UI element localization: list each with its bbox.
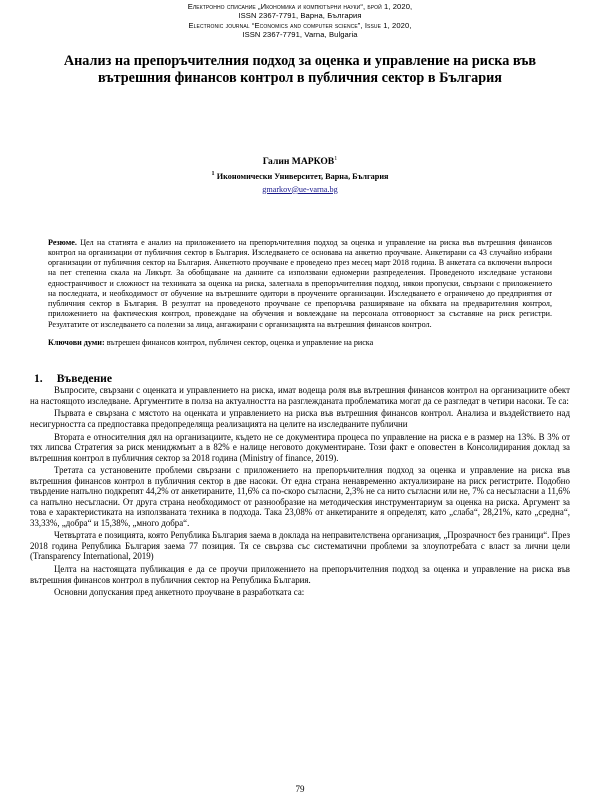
section-number: 1. <box>34 372 43 386</box>
section-heading <box>30 372 570 385</box>
section-title: Въведение <box>56 372 112 386</box>
author-block <box>30 153 570 196</box>
page-number: 79 <box>295 784 305 794</box>
body-paragraph: Основни допускания пред анкетното проучване в разработката са: <box>54 587 305 598</box>
keywords-text: вътрешен финансов контрол, публичен сектор, оценка и управление на риска <box>106 337 374 347</box>
author-name: Галин МАРКОВ <box>262 155 335 167</box>
header-line-2: ISSN 2367-7791, Варна, България <box>238 11 362 21</box>
body-paragraph: Първата е свързана с мястото на оценката и управлението на риска във вътрешния финансов контрол. Анализа и въздействието над несигурността са предпоставка предопределяща реализацията на целите на изследваните публични <box>30 408 570 429</box>
body-paragraph: Четвъртата е позицията, която Република България заема в доклада на неправителствена организация, „Прозрачност без граници“. През 2018 година Република България заема 77 позиция. Тя се свързва със систематични проблеми за злоупотребата с власт за лични цели (Transparency International, 2019) <box>30 530 570 562</box>
body-paragraph: Третата са установените проблеми свързани с приложението на препоръчителния подход за оценка и управление на риска във вътрешния финансов контрол в публичния сектор в две насоки. От една страна ненавременно актуализиране на риск регистрите. Подобно твърдение напълно подкрепят 44,2% от анкетираните, 11,6% са по-скоро съгласни, 2,3% не са нито съгласни или не, 7% са несъгласни а 11,6% са напълно несъгласни. От друга страна необходимост от разнообразие на методическия инструментариум за оценка на риска. Аргумент за това е характеристиката на използваната техника в подхода. Така 23,08% от анкетираните я определят, като „слаба“, 28,21%, като „средна“, 33,33%, „добра“ и 15,38%, „много добра“. <box>30 465 570 528</box>
body-paragraph: Целта на настоящата публикация е да се проучи приложението на препоръчителния подход за оценка и управление на риска във вътрешния финансов контрол в публичния сектор на Република България. <box>30 564 570 585</box>
header-line-1: Електронно списание „Икономика и компютърни науки“, брой 1, 2020, <box>187 2 413 11</box>
body-text <box>30 385 570 598</box>
abstract-text: Цел на статията е анализ на приложението на препоръчителния подход за оценка и управление на риска във вътрешния финансов контрол на организации от публичния сектор в България. Изследването се основава на анкетно проучване. Анкетирани са 43 случайно избрани организации от публичния сектор на България. Анкетното проучване е проведено през месец март 2018 година. В анкетата са включени въпроси на пет степенна скала на Ликърт. За обобщаване на данните са използвани едномерни разпределения. Проведеното изследване установи едностранчивост и сложност на техниката за оценка на риска, залегнала в препоръчителния подход, някои пропуски, свързани с приложението на последната, и необходимост от обучение на вътрешните одитори в проучените организации. Изследването е ограничено до предприятия от публичния сектор в България. В резултат на проведеното проучване се препоръчва разширяване на обхвата на предварителния контрол, приложението на фактическия контрол, провеждане на обучения и вовлеждане на персонала отговорност за съставяне на риск регистри. Резултатите от изследването са полезни за лица, ангажирани с организацията на вътрешния финансов контрол. <box>48 237 552 329</box>
abstract-label: Резюме. <box>48 237 77 247</box>
keywords-label: Ключови думи: <box>48 337 105 347</box>
author-affiliation: Икономически Университет, Варна, България <box>216 171 389 181</box>
paper-title: Анализ на препоръчителния подход за оценка и управление на риска във вътрешния финансов контрол в публичния сектор в България <box>63 52 537 86</box>
header-line-3: Electronic journal “Economics and computer science”, Issue 1, 2020, <box>188 20 412 30</box>
body-paragraph: Втората е относителния дял на организациите, където не се документира процеса по управление на риска е в размер на 13%. В 3% от тях липсва Стратегия за риск мениджмънт а в 82% е налице неговото документиране. Този факт е оповестен в Консолидирания доклад за вътрешния контрол в публичния сектор за 2018 година (Ministry of finance, 2019). <box>30 431 570 463</box>
header-line-4: ISSN 2367-7791, Varna, Bulgaria <box>242 30 358 40</box>
author-superscript: 1 <box>334 155 338 162</box>
running-header <box>30 0 570 40</box>
body-paragraph: Въпросите, свързани с оценката и управлението на риска, имат водеща роля във вътрешния финансов контрол на организациите обект на настоящото изследване. Аргументите в полза на актуалността на разглежданата проблематика могат да се разгледат в четири насоки. Те са: <box>30 385 570 406</box>
author-email-link[interactable]: gmarkov@ue-varna.bg <box>262 184 338 194</box>
abstract <box>48 238 552 330</box>
affiliation-superscript: 1 <box>211 170 215 177</box>
keywords <box>48 338 552 348</box>
